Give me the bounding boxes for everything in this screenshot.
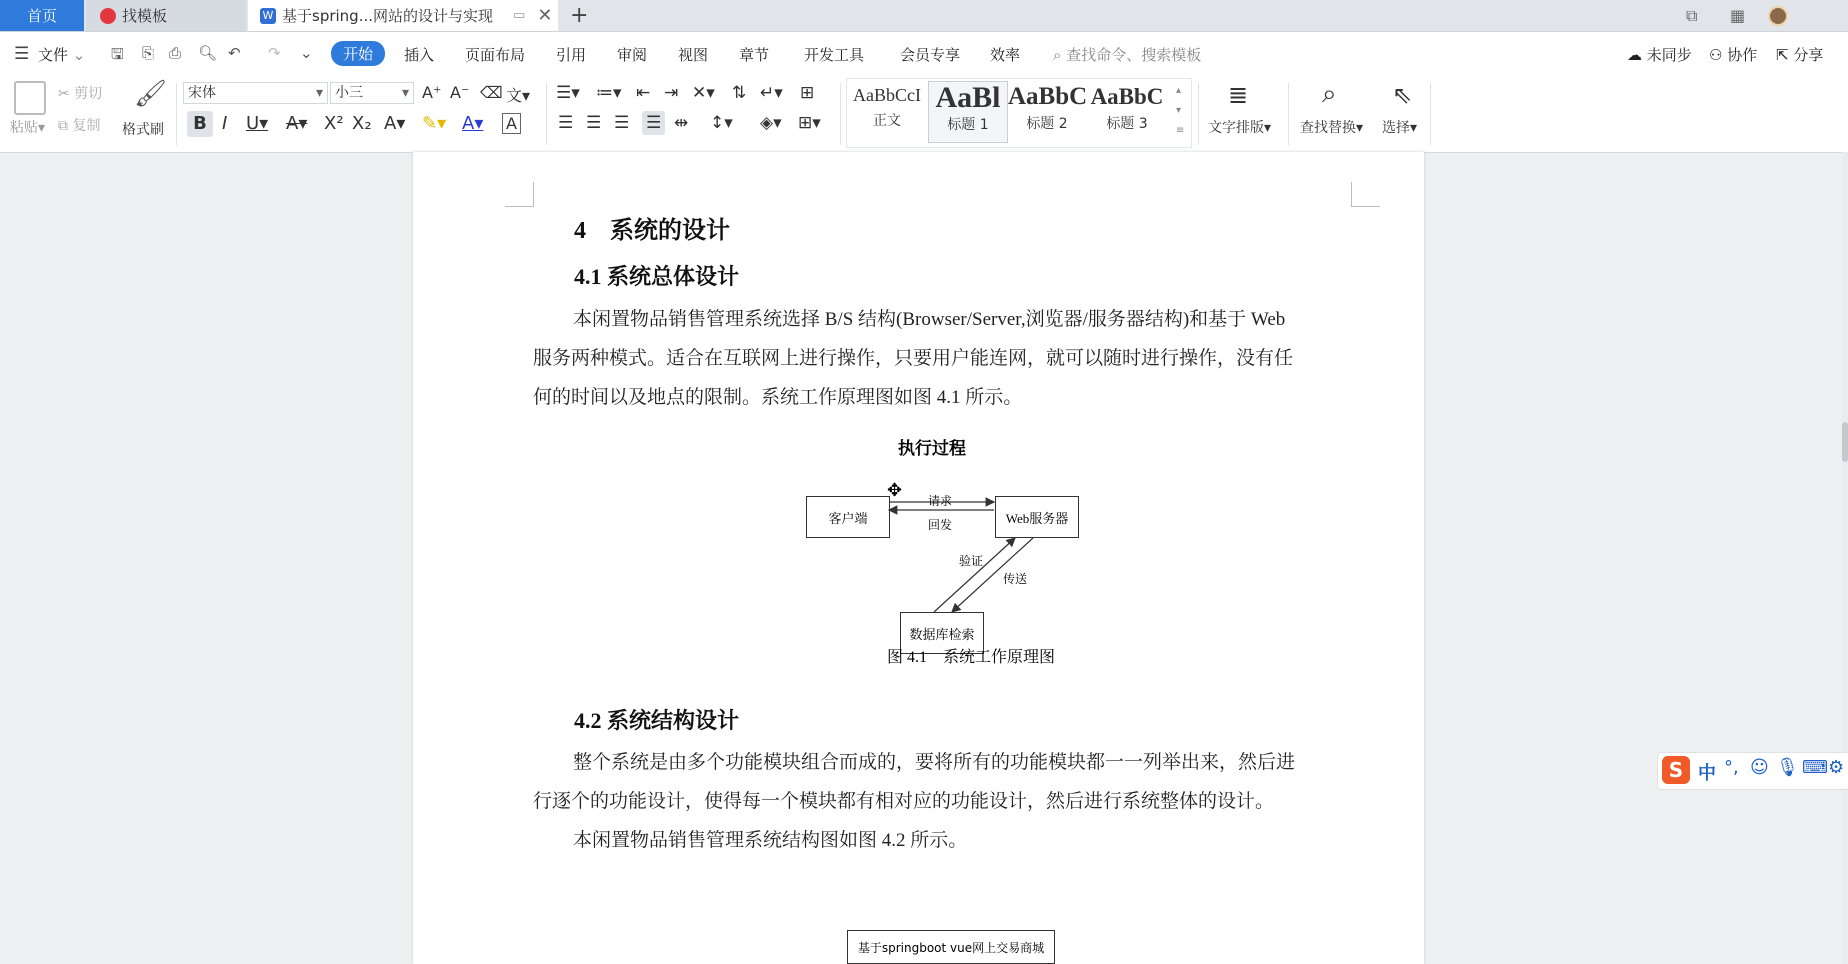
sogou-logo-icon: S	[1662, 756, 1690, 784]
select-cursor-icon[interactable]: ⇖	[1392, 81, 1413, 109]
shading-icon[interactable]: ◈▾	[760, 113, 782, 133]
arrow-label-verify: 验证	[959, 554, 984, 568]
vertical-scrollbar[interactable]	[1842, 152, 1848, 964]
format-painter-icon[interactable]: 🖌	[134, 79, 168, 109]
highlight-icon[interactable]: ✎▾	[422, 113, 447, 134]
font-color-button[interactable]: A▾	[462, 113, 484, 134]
subscript-button[interactable]: X₂	[352, 113, 372, 134]
paragraph-line: 行逐个的功能设计，使得每一个模块都有相对应的功能设计，然后进行系统整体的设计。	[533, 791, 1275, 812]
new-tab-icon[interactable]: +	[570, 3, 589, 28]
underline-button[interactable]: U▾	[246, 113, 269, 134]
writer-doc-icon: W	[260, 8, 276, 24]
share-button[interactable]: ⇱ 分享	[1776, 46, 1824, 64]
style-heading-3[interactable]	[1088, 81, 1166, 141]
menu-bar	[0, 32, 1848, 75]
menu-file[interactable]: 文件 ⌄	[38, 46, 86, 64]
align-right-icon[interactable]: ☰	[614, 113, 630, 133]
paste-button[interactable]: 粘贴▾	[10, 120, 46, 136]
find-replace-button[interactable]: 查找替换▾	[1300, 120, 1364, 136]
menu-view[interactable]: 视图	[678, 46, 709, 64]
menu-chapter[interactable]: 章节	[739, 46, 770, 64]
command-search[interactable]	[1053, 44, 1201, 65]
tab-document-label: 基于spring...网站的设计与实现	[282, 7, 494, 25]
menu-references[interactable]: 引用	[556, 46, 587, 64]
export-icon[interactable]: ⎘	[142, 44, 155, 62]
clear-format-icon[interactable]: ⌫	[480, 83, 503, 102]
ime-toolbar[interactable]	[1657, 752, 1848, 790]
char-border-button[interactable]: A	[502, 113, 521, 134]
text-layout-icon[interactable]: ≣	[1228, 81, 1249, 109]
paragraph-line: 本闲置物品销售管理系统结构图如图 4.2 所示。	[573, 830, 968, 851]
bullet-list-icon[interactable]: ☰▾	[556, 83, 580, 103]
document-page[interactable]	[413, 152, 1424, 964]
tab-pin-icon[interactable]: ▭	[513, 8, 526, 23]
diagram-node-client: 客户端	[806, 496, 890, 538]
structure-root-node: 基于springboot vue网上交易商城	[847, 930, 1055, 964]
select-button[interactable]: 选择▾	[1382, 120, 1418, 136]
paragraph-line: 何的时间以及地点的限制。系统工作原理图如图 4.1 所示。	[533, 387, 1023, 408]
save-icon[interactable]: 🖫	[111, 45, 124, 63]
numbered-list-icon[interactable]: ≔▾	[596, 83, 622, 103]
divider	[1430, 83, 1431, 145]
layout-icon[interactable]: ⧉	[1686, 5, 1698, 25]
borders-icon[interactable]: ⊞▾	[798, 113, 821, 133]
tab-templates-label: 找模板	[122, 7, 168, 25]
format-painter-button[interactable]: 格式刷	[122, 122, 164, 138]
style-scroll-icon[interactable]: ▴ ▾ ≡	[1176, 85, 1185, 136]
style-heading-2[interactable]	[1008, 81, 1086, 141]
paragraph-line: 整个系统是由多个功能模块组合而成的，要将所有的功能模块都一一列举出来，然后进	[573, 752, 1296, 773]
divider	[546, 83, 547, 145]
tab-home-label: 首页	[26, 7, 57, 25]
font-size-select[interactable]: 小三 ▾	[330, 82, 414, 104]
undo-icon[interactable]: ↶	[228, 44, 241, 62]
sort-icon[interactable]: ⇅	[732, 83, 747, 103]
tab-close-icon[interactable]: ✕	[537, 5, 553, 26]
arrow-label-transmit: 传送	[1003, 572, 1028, 586]
diagram-node-database: 数据库检索	[900, 612, 984, 654]
margin-mark	[505, 182, 534, 207]
line-spacing-icon[interactable]: ↕▾	[710, 113, 733, 133]
style-heading-1[interactable]	[928, 81, 1008, 143]
figure-title: 执行过程	[898, 439, 966, 458]
divider	[1198, 83, 1199, 145]
margin-mark	[1351, 182, 1380, 207]
menu-dev-tools[interactable]: 开发工具	[804, 46, 865, 64]
paragraph	[533, 743, 1363, 860]
command-search-placeholder: 查找命令、搜索模板	[1066, 46, 1202, 64]
title-bar	[0, 0, 1848, 32]
tab-templates[interactable]	[86, 0, 246, 31]
diagram-node-server: Web服务器	[995, 496, 1079, 538]
text-layout-button[interactable]: 文字排版▾	[1208, 120, 1272, 136]
align-left-icon[interactable]: ☰	[558, 113, 574, 133]
tab-document[interactable]	[248, 0, 558, 31]
menu-page-layout[interactable]: 页面布局	[465, 46, 526, 64]
decrease-indent-icon[interactable]: ⇤	[636, 83, 651, 103]
ime-menu-icon[interactable]: ⚙	[1828, 757, 1845, 778]
user-add-icon: ⚇	[1709, 46, 1723, 64]
hamburger-icon[interactable]: ☰	[14, 44, 30, 64]
italic-button[interactable]: I	[222, 113, 228, 134]
collaborate-button[interactable]: ⚇ 协作	[1709, 46, 1758, 64]
figure-caption: 图 4.1 系统工作原理图	[887, 649, 1056, 666]
chapter-heading: 4 系统的设计	[574, 218, 730, 244]
ime-mode-toggle[interactable]: 中	[1698, 763, 1716, 784]
find-icon[interactable]: ⌕	[1322, 79, 1337, 109]
shrink-font-icon[interactable]: A⁻	[450, 83, 470, 102]
strikethrough-button[interactable]: A▾	[286, 113, 308, 134]
print-icon[interactable]: ⎙	[169, 44, 182, 62]
user-avatar[interactable]	[1768, 0, 1788, 31]
paragraph-line: 服务两种模式。适合在互联网上进行操作，只要用户能连网，就可以随时进行操作，没有任	[533, 348, 1294, 369]
scissors-icon: ✂	[58, 86, 70, 102]
style-heading-2-label: 标题 2	[1026, 116, 1068, 132]
microphone-icon[interactable]: 🎙︎	[1776, 757, 1799, 778]
emoji-icon[interactable]: ☺	[1750, 757, 1769, 778]
tab-stops-icon[interactable]: ⊞	[800, 83, 815, 103]
phonetic-icon[interactable]: 文▾	[506, 86, 531, 105]
show-marks-icon[interactable]: ↵▾	[760, 83, 783, 103]
paragraph-line: 本闲置物品销售管理系统选择 B/S 结构(Browser/Server,浏览器/服务器结构)和基于 Web	[573, 309, 1286, 330]
ribbon-toolbar	[0, 75, 1848, 153]
share-icon: ⇱	[1776, 46, 1789, 64]
increase-indent-icon[interactable]: ⇥	[664, 83, 679, 103]
copy-icon: ⧉	[58, 118, 68, 134]
divider	[176, 83, 177, 145]
menu-start[interactable]: 开始	[331, 41, 385, 66]
style-heading-1-label: 标题 1	[947, 117, 989, 133]
section-heading: 4.1 系统总体设计	[574, 264, 740, 289]
section-heading: 4.2 系统结构设计	[574, 708, 740, 733]
preview-icon[interactable]: 🔍︎	[198, 44, 218, 62]
template-logo-icon	[100, 8, 116, 24]
arrow-label-request: 请求	[928, 494, 953, 508]
superscript-button[interactable]: X²	[324, 113, 344, 134]
style-normal-preview: AaBbCcI	[853, 85, 921, 105]
style-normal-label: 正文	[873, 113, 901, 129]
search-icon: ⌕	[1053, 46, 1062, 64]
menu-review[interactable]: 审阅	[617, 46, 648, 64]
menu-efficiency[interactable]: 效率	[990, 46, 1021, 64]
style-heading-3-preview: AaBbC	[1090, 84, 1164, 109]
divider	[840, 83, 841, 145]
redo-icon[interactable]: ↷	[268, 44, 281, 62]
style-heading-3-label: 标题 3	[1106, 116, 1148, 132]
copy-button[interactable]: ⧉ 复制	[58, 118, 101, 134]
cut-button[interactable]: ✂ 剪切	[58, 86, 103, 102]
style-heading-2-preview: AaBbC	[1008, 83, 1088, 110]
align-center-icon[interactable]: ☰	[586, 113, 602, 133]
text-effect-button[interactable]: A▾	[384, 113, 406, 134]
font-name-select[interactable]: 宋体 ▾	[183, 82, 328, 104]
divider	[1288, 83, 1289, 145]
cloud-icon: ☁	[1627, 46, 1642, 64]
bold-button[interactable]: B	[187, 111, 213, 137]
style-heading-1-preview: AaBl	[935, 81, 1001, 114]
justify-icon[interactable]: ☰	[642, 111, 665, 135]
paragraph	[533, 300, 1363, 417]
distribute-icon[interactable]: ⇹	[674, 113, 689, 133]
move-cursor-icon: ✥	[887, 480, 903, 500]
punctuation-icon[interactable]: °,	[1724, 757, 1739, 778]
menu-member[interactable]: 会员专享	[900, 46, 961, 64]
arrow-label-reply: 回发	[928, 518, 953, 532]
quick-access-more-icon[interactable]: ⌄	[300, 44, 313, 62]
tab-home[interactable]	[0, 0, 84, 31]
chinese-layout-icon[interactable]: ✕▾	[692, 83, 715, 103]
scrollbar-thumb[interactable]	[1842, 422, 1848, 462]
style-normal[interactable]	[848, 81, 926, 141]
menu-insert[interactable]: 插入	[404, 46, 435, 64]
grid-apps-icon[interactable]: ▦	[1730, 6, 1746, 25]
paste-icon[interactable]	[14, 81, 46, 115]
keyboard-icon[interactable]: ⌨	[1802, 757, 1828, 778]
sync-status[interactable]: ☁ 未同步	[1627, 46, 1692, 64]
grow-font-icon[interactable]: A⁺	[422, 83, 442, 102]
